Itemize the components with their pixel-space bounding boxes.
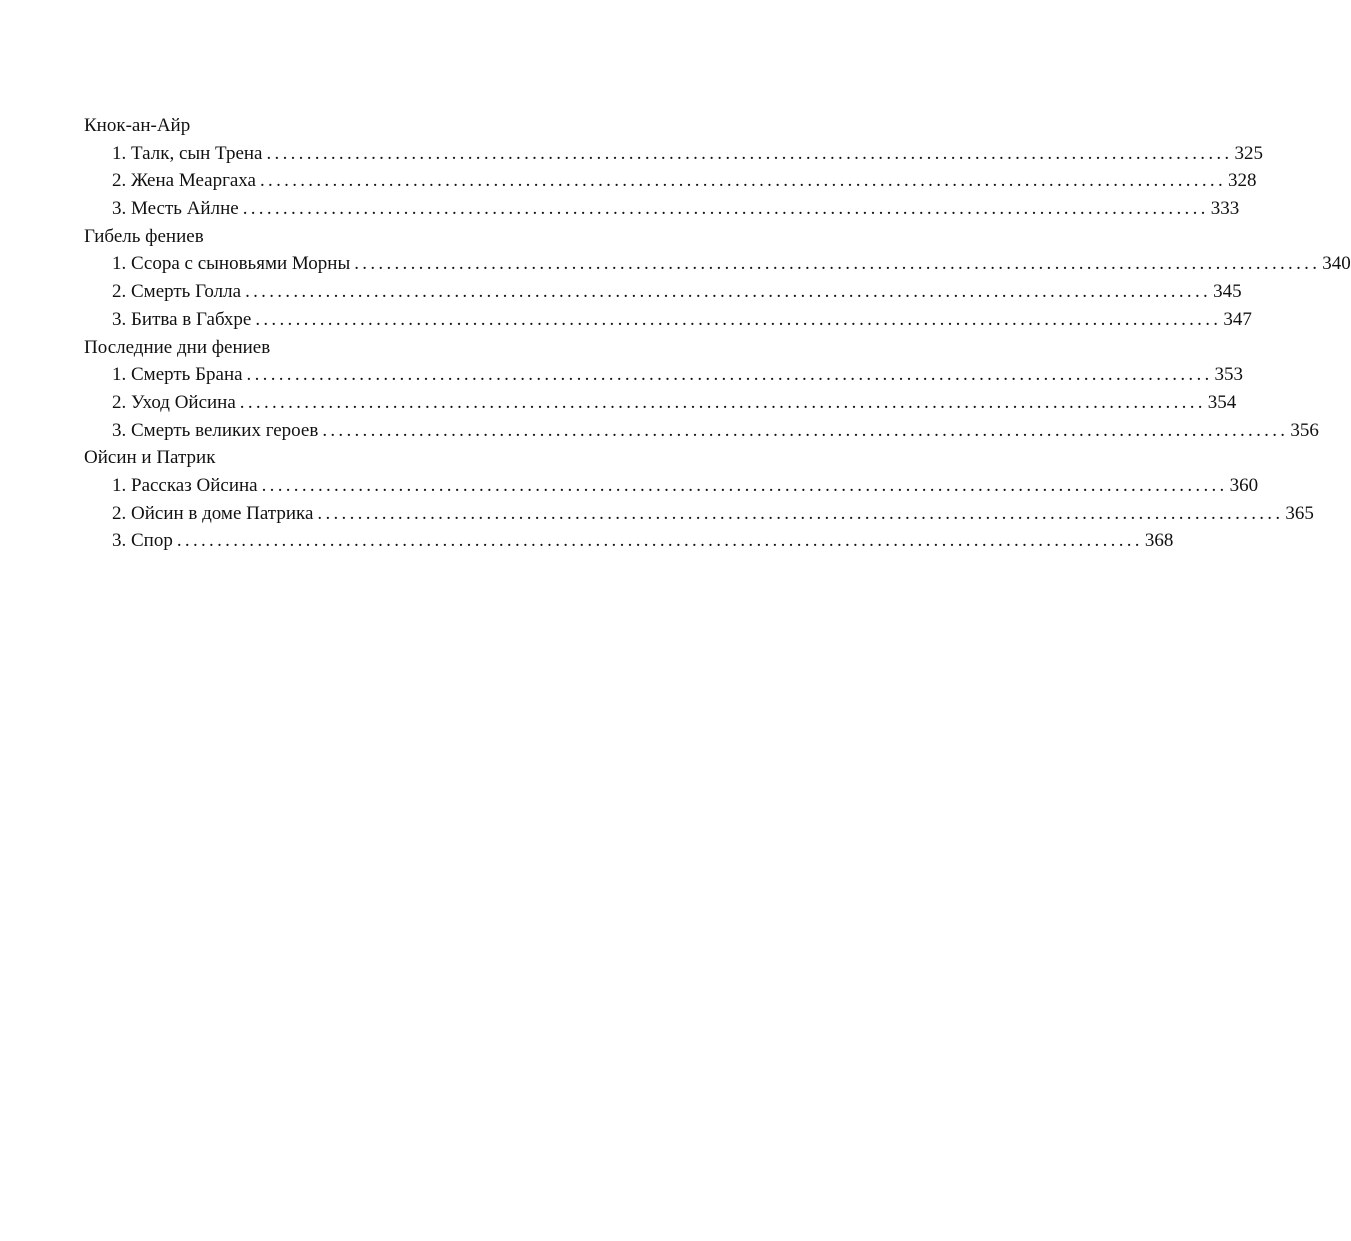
page-number: 360	[1229, 474, 1259, 496]
toc-entry	[84, 167, 1257, 195]
entry-title: 3. Месть Айлне	[112, 198, 239, 220]
page-number: 333	[1210, 198, 1240, 220]
toc-entry	[84, 500, 1314, 528]
entry-title: 3. Спор	[112, 530, 173, 552]
page-number: 347	[1223, 308, 1252, 330]
entry-title: 1. Талк, сын Трена	[112, 142, 263, 164]
entry-title: 1. Рассказ Ойсина	[112, 474, 258, 496]
toc-section	[84, 334, 1319, 445]
section-title: Ойсин и Патрик	[84, 447, 216, 469]
page-number: 340	[1322, 253, 1351, 275]
entry-title: 2. Смерть Голла	[112, 281, 242, 303]
page-number: 365	[1285, 502, 1314, 524]
entry-title: 2. Ойсин в доме Патрика	[112, 502, 314, 524]
page-number: 328	[1228, 170, 1257, 192]
dot-leader: ........................................................................................................................	[245, 281, 1212, 303]
toc-entry	[84, 361, 1244, 389]
dot-leader: ........................................................................................................................	[354, 253, 1321, 275]
section-title: Последние дни фениев	[84, 336, 271, 358]
toc-entry	[84, 140, 1263, 168]
dot-leader: ........................................................................................................................	[176, 530, 1143, 552]
page-number: 345	[1213, 281, 1242, 303]
toc-entry	[84, 250, 1351, 278]
toc-section	[84, 112, 1263, 223]
entry-title: 1. Смерть Брана	[112, 364, 243, 386]
entry-title: 1. Ссора с сыновьями Морны	[112, 253, 351, 275]
dot-leader: ........................................................................................................................	[322, 419, 1289, 441]
toc-entry	[84, 306, 1252, 334]
toc-entry	[84, 389, 1237, 417]
toc-entry	[84, 527, 1174, 555]
page-number: 353	[1214, 364, 1244, 386]
toc-entry	[84, 417, 1319, 445]
dot-leader: ........................................................................................................................	[261, 474, 1228, 496]
entry-title: 3. Смерть великих героев	[112, 419, 319, 441]
entry-title: 2. Жена Меаргаха	[112, 170, 256, 192]
toc-entry	[84, 472, 1259, 500]
dot-leader: ........................................................................................................................	[239, 391, 1206, 413]
dot-leader: ........................................................................................................................	[266, 142, 1233, 164]
dot-leader: ........................................................................................................................	[317, 502, 1284, 524]
table-of-contents	[84, 112, 1351, 555]
page-number: 325	[1234, 142, 1263, 164]
toc-section	[84, 223, 1351, 334]
toc-entry	[84, 278, 1242, 306]
toc-section	[84, 444, 1314, 555]
section-title: Гибель фениев	[84, 225, 204, 247]
entry-title: 2. Уход Ойсина	[112, 391, 236, 413]
section-title: Кнок-ан-Айр	[84, 115, 191, 136]
entry-title: 3. Битва в Габхре	[112, 308, 252, 330]
dot-leader: ........................................................................................................................	[246, 364, 1213, 386]
dot-leader: ........................................................................................................................	[242, 198, 1209, 220]
dot-leader: ........................................................................................................................	[255, 308, 1222, 330]
page-number: 368	[1144, 530, 1174, 552]
page-number: 354	[1207, 391, 1237, 413]
page-number: 356	[1290, 419, 1319, 441]
toc-entry	[84, 195, 1240, 223]
dot-leader: ........................................................................................................................	[260, 170, 1226, 192]
